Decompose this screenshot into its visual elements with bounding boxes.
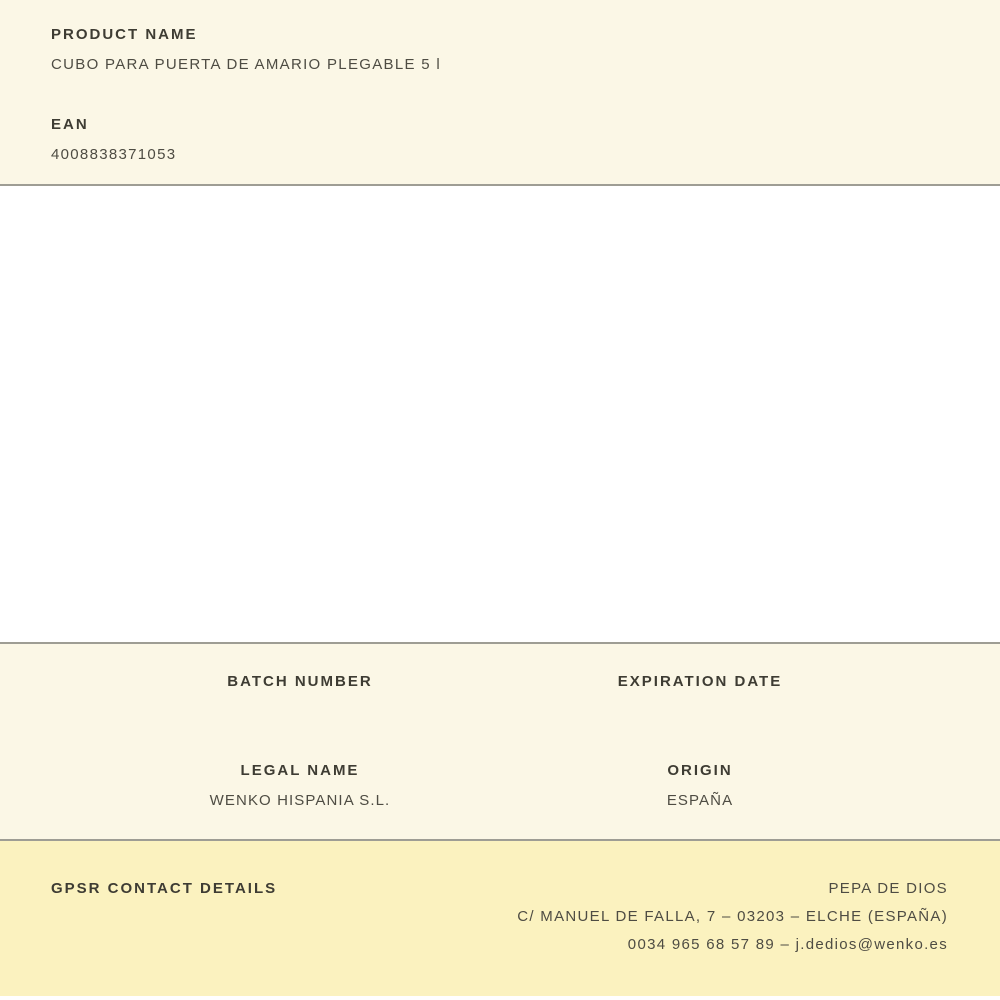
product-name-label: PRODUCT NAME	[51, 26, 198, 43]
legal-name-value: WENKO HISPANIA S.L.	[209, 792, 391, 809]
ean-value: 4008838371053	[51, 146, 177, 163]
product-name-value: CUBO PARA PUERTA DE AMARIO PLEGABLE 5 l	[51, 56, 441, 73]
expiration-date-label: EXPIRATION DATE	[617, 673, 783, 690]
expiration-date-field	[500, 674, 900, 720]
origin-label: ORIGIN	[667, 762, 733, 779]
gpsr-contact-block	[517, 881, 948, 965]
batch-number-field	[100, 674, 500, 720]
batch-number-label: BATCH NUMBER	[227, 673, 373, 690]
batch-number-value	[100, 704, 500, 720]
expiration-date-value	[500, 704, 900, 720]
batch-origin-grid	[100, 674, 900, 809]
contact-address: C/ MANUEL DE FALLA, 7 – 03203 – ELCHE (ESPAÑA)	[517, 908, 948, 925]
ean-label: EAN	[51, 116, 89, 133]
origin-value: ESPAÑA	[666, 792, 734, 809]
gpsr-contact-heading: GPSR CONTACT DETAILS	[51, 880, 278, 897]
product-name-field	[51, 27, 949, 73]
contact-person-name: PEPA DE DIOS	[828, 880, 948, 897]
product-info-section	[0, 0, 1000, 186]
batch-origin-section	[0, 644, 1000, 841]
origin-field	[500, 763, 900, 809]
product-image-area	[0, 186, 1000, 644]
legal-name-label: LEGAL NAME	[240, 762, 360, 779]
gpsr-contact-section	[0, 841, 1000, 996]
legal-name-field	[100, 763, 500, 809]
ean-field	[51, 117, 949, 163]
contact-phone-email: 0034 965 68 57 89 – j.dedios@wenko.es	[627, 936, 948, 953]
